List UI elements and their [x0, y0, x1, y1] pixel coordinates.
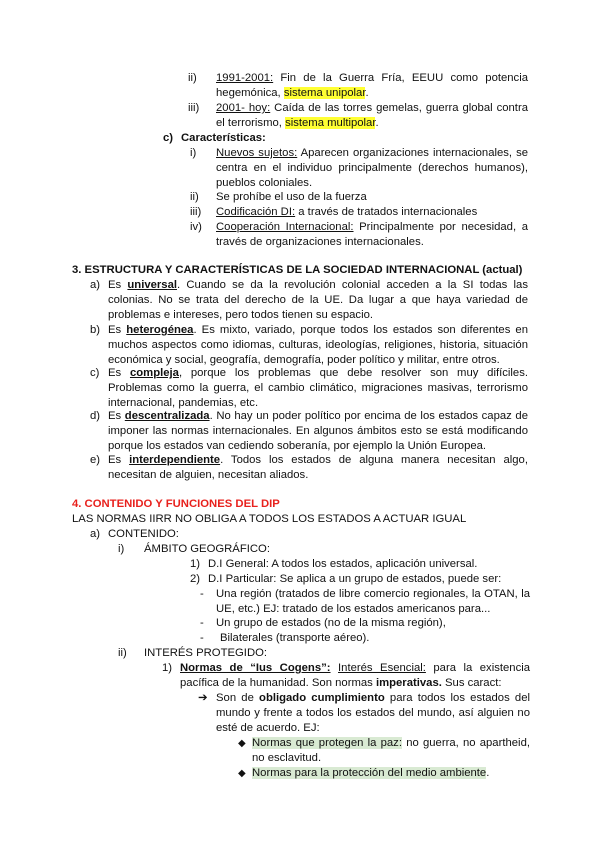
list-item [238, 766, 530, 781]
list-item [200, 587, 530, 617]
list-marker: 1) [190, 558, 201, 570]
list-item [188, 71, 528, 101]
list-item [190, 190, 528, 205]
list-marker: d) [90, 410, 101, 422]
key-term: Normas de “Ius Cogens”: [180, 662, 331, 674]
highlight: sistema unipolar [283, 87, 366, 99]
list-marker: e) [90, 454, 101, 466]
list-item-text: INTERÉS PROTEGIDO: [144, 647, 268, 659]
list-item-text: Normas para la protección del medio ambiente. [252, 767, 490, 779]
arrow-icon: ➔ [198, 692, 208, 704]
list-item [200, 616, 530, 631]
list-item-text: Es compleja, porque los problemas que debe resolver son muy difíciles. Problemas como la guerra, el cambio climático, migraciones masivas, terrorismo internacional, pandemias, etc. [108, 367, 528, 409]
list-item-text: Es interdependiente. Todos los estados de alguna manera necesitan algo, necesitan de alguien, necesitan aliados. [108, 454, 528, 481]
list-item [238, 736, 530, 766]
list-item-text: ÁMBITO GEOGRÁFICO: [144, 543, 270, 555]
list-item [188, 101, 528, 131]
list-item [198, 691, 530, 736]
diamond-bullet-icon: ◆ [238, 768, 246, 779]
list-marker: iii) [190, 206, 202, 218]
list-item [200, 631, 530, 646]
key-term: universal [127, 279, 178, 291]
list-item-text: Codificación DI: a través de tratados internacionales [216, 206, 478, 218]
list-item [190, 146, 528, 191]
key-term: interdependiente [129, 454, 221, 466]
list-marker: 2) [190, 573, 201, 585]
list-item [90, 527, 179, 542]
dash-marker: - [200, 588, 204, 600]
list-marker: iv) [190, 221, 202, 233]
list-marker: c) [90, 367, 100, 379]
list-item-text: D.I General: A todos los estados, aplicación universal. [208, 558, 478, 570]
list-item [118, 542, 270, 557]
list-item-text: 2001- hoy: Caída de las torres gemelas, guerra global contra el terrorismo, sistema multipolar. [216, 102, 528, 129]
list-item [90, 323, 528, 368]
list-marker: ii) [190, 191, 199, 203]
list-item-text: Cooperación Internacional: Principalmente por necesidad, a través de organizaciones internacionales. [216, 221, 528, 248]
key-term: descentralizada [124, 410, 210, 422]
list-item [162, 661, 530, 691]
list-item-text: Una región (tratados de libre comercio regionales, la OTAN, la UE, etc.) EJ: tratado de los estados americanos para... [216, 588, 530, 615]
dash-marker: - [200, 632, 204, 644]
list-item-text: Un grupo de estados (no de la misma región), [216, 617, 446, 629]
list-item-text: Normas de “Ius Cogens”: Interés Esencial: para la existencia pacífica de la humanidad. Son normas imperativas. Sus caract: [180, 662, 531, 689]
list-marker: a) [90, 279, 101, 291]
list-item [190, 220, 528, 250]
list-item-text: Son de obligado cumplimiento para todos los estados del mundo y frente a todos los estados del mundo, así alguien no esté de acuerdo. EJ: [216, 692, 530, 734]
list-marker: iii) [188, 102, 200, 114]
list-item [190, 557, 530, 572]
list-item [90, 278, 528, 323]
list-marker: c) [163, 132, 174, 144]
list-item [90, 409, 528, 454]
key-term: heterogénea [126, 324, 194, 336]
list-item [190, 205, 528, 220]
list-marker: ii) [188, 72, 197, 84]
list-item-text: D.I Particular: Se aplica a un grupo de estados, puede ser: [208, 573, 502, 585]
diamond-bullet-icon: ◆ [238, 738, 246, 749]
dash-marker: - [200, 617, 204, 629]
highlight: sistema multipolar [285, 117, 376, 129]
list-marker: i) [118, 543, 125, 555]
list-item-text: Es universal. Cuando se da la revolución colonial acceden a la SI todas las colonias. No se trata del derecho de la UE. Da lugar a que haya variedad de problemas e intereses, pero todos tienen su espacio. [108, 279, 528, 321]
section-heading: 3. ESTRUCTURA Y CARACTERÍSTICAS DE LA SOCIEDAD INTERNACIONAL (actual) [72, 264, 523, 276]
list-marker: i) [190, 147, 197, 159]
list-item [90, 366, 528, 411]
list-marker: ii) [118, 647, 127, 659]
key-term: compleja [129, 367, 179, 379]
list-item [118, 646, 267, 661]
list-item-text: Normas que protegen la paz: no guerra, no apartheid, no esclavitud. [252, 737, 530, 764]
list-item-text: Es descentralizada. No hay un poder político por encima de los estados capaz de imponer las normas internacionales. En algunos ámbitos esto se está modificando porque los estados van cediendo soberanía, por ejemplo la Unión Europea. [108, 410, 528, 452]
period-label: 2001- hoy: [216, 102, 271, 114]
list-item-text: CONTENIDO: [108, 528, 179, 540]
list-item [90, 453, 528, 483]
period-label: 1991-2001: [216, 72, 274, 84]
list-item-text: Es heterogénea. Es mixto, variado, porque todos los estados son diferentes en muchos aspectos como idiomas, culturas, ideologías, religiones, historia, situación económica y social, geografía, demografía, poder político y militar, entre otros. [108, 324, 528, 366]
list-marker: a) [90, 528, 101, 540]
list-marker: b) [90, 324, 101, 336]
subsection-heading [163, 131, 266, 146]
highlight: Normas para la protección del medio ambiente [252, 767, 487, 779]
list-item-text: Bilaterales (transporte aéreo). [220, 632, 370, 644]
section-heading: 4. CONTENIDO Y FUNCIONES DEL DIP [72, 498, 280, 510]
list-item-text: Se prohíbe el uso de la fuerza [216, 191, 367, 203]
section-subtitle: LAS NORMAS IIRR NO OBLIGA A TODOS LOS ESTADOS A ACTUAR IGUAL [72, 513, 467, 525]
list-item [190, 572, 530, 587]
list-item-text: Nuevos sujetos: Aparecen organizaciones internacionales, se centra en el individuo principalmente (derechos humanos), pueblos coloniales. [216, 147, 528, 189]
list-item-text: 1991-2001: Fin de la Guerra Fría, EEUU como potencia hegemónica, sistema unipolar. [216, 72, 528, 99]
list-marker: 1) [162, 662, 173, 674]
highlight: Normas que protegen la paz: [252, 737, 402, 749]
subsection-title: Características: [181, 132, 266, 144]
